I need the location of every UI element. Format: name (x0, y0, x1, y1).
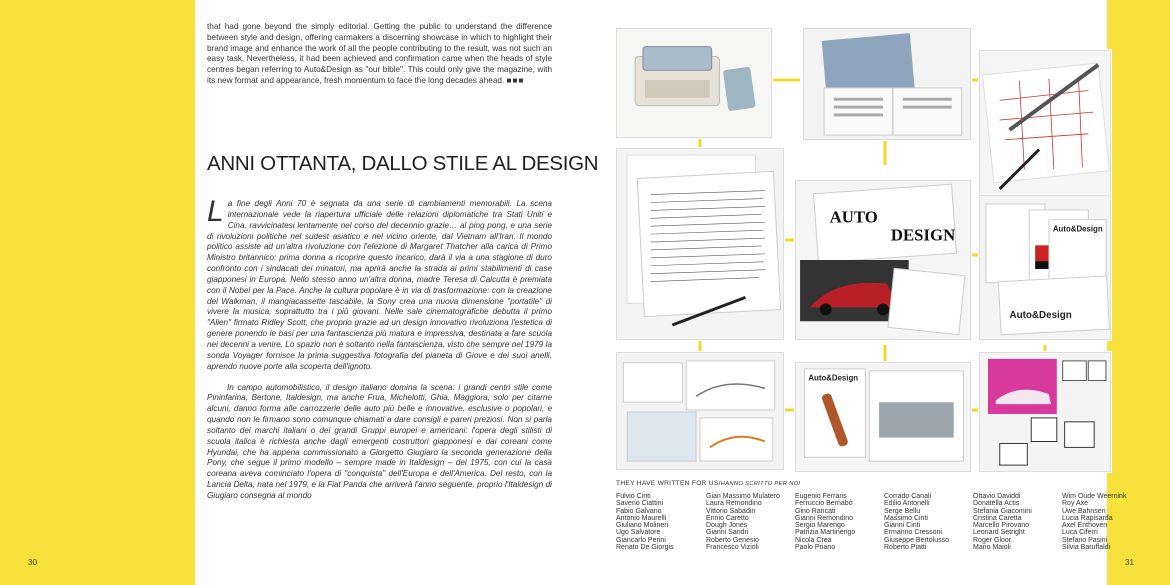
page-number-left: 30 (28, 558, 37, 567)
film-magazine-illustration (804, 29, 970, 139)
article-body (207, 195, 552, 512)
writer-name: Gianni Cinti (884, 522, 921, 530)
photo-logo-car (795, 180, 971, 340)
writer-name: Nicola Crea (795, 536, 832, 544)
car-sketches-illustration (617, 353, 783, 469)
writer-name: Wim Oude Weernink (1062, 493, 1127, 500)
writer-name: Silvia Baruffaldi (1062, 544, 1111, 552)
writer-name: Donatella Actis (973, 500, 1020, 508)
magazines-pen-illustration (796, 363, 970, 471)
writer-name: Antonio Maurelli (616, 514, 667, 522)
magazine-label-c: Auto&Design (808, 373, 859, 383)
writer-name: Luca Ciferri (1062, 529, 1098, 537)
writer-name: Patrizia Martinengo (795, 529, 856, 537)
writer-name: Stefano Pasini (1062, 536, 1108, 544)
writer-name: Mario Maioli (973, 544, 1011, 552)
writer-name: Laura Remondino (706, 500, 762, 508)
writer-name: Roy Axe (1062, 500, 1089, 508)
writers-column-5 (973, 493, 1032, 551)
writer-name: Gino Rancati (795, 507, 836, 515)
writer-name: Cristina Caretta (973, 514, 1022, 522)
writer-name: Ugo Salvatore (616, 529, 661, 537)
drop-cap: L (207, 195, 224, 228)
writer-name: Gianni Remondino (795, 514, 853, 522)
photo-magazine-covers (979, 195, 1111, 340)
writers-column-1 (616, 493, 674, 551)
cover-label-b: Auto&Design (1009, 310, 1072, 322)
photo-film-magazine (803, 28, 971, 140)
photo-magazines-pen (795, 362, 971, 472)
writers-header (616, 480, 800, 487)
magazine-covers-illustration (980, 196, 1110, 339)
writer-name: Roberto Piatti (884, 544, 927, 552)
photo-drafting-sketch (979, 50, 1111, 195)
page-number-right: 31 (1125, 558, 1134, 567)
writer-name: Roberto Genesio (706, 536, 759, 544)
writer-name: Axel Enthoven (1062, 522, 1108, 530)
photo-car-sketches (616, 352, 784, 470)
slides-illustration (980, 353, 1110, 471)
writers-header-italian: HANNO SCRITTO PER NOI (720, 481, 801, 487)
writer-name: Giancarlo Perini (616, 536, 666, 544)
writer-name: Stefania Giacomini (973, 507, 1032, 515)
writer-name: Edilio Antonelli (884, 500, 930, 508)
writer-name: Fabio Galvano (616, 507, 662, 515)
writers-column-3 (795, 493, 855, 551)
writer-name: Gianni Sandri (706, 529, 749, 537)
paragraph-2: In campo automobilistico, il design italiano domina la scena: i grandi centri stile come Pininfarina, Bertone, Italdesign, ma anche Frua, Michelotti, Ghia, Maggiora, solo per citarne alcuni, danno forma alle carrozzerie delle auto più belle e innovative, esclusive o popolari, e quando non le firmano sono comunque chiamati a dare consigli e pareri preziosi. Non si parla soltanto dei marchi italiani o dei grandi Gruppi europei e americani: l'opera degli stilisti di scuola italica è richiesta anche dagli emergenti costruttori giapponesi e dai coreani come Hyundai, che ha appena commissionato a Giorgetto Giugiaro la seconda generazione della Pony, che segue il primo modello – sempre made in Italdesign – del 1975, con cui la casa coreana aveva cominciato l'opera di "conquista" dell'Europa e dell'America. Del resto, con la Lancia Delta, nata nel 1979, e la Fiat Panda che arriverà l'anno seguente, proprio l'Italdesign di Giugiaro consegna al mondo (207, 382, 552, 500)
typewriter-illustration (617, 29, 771, 137)
writer-name: Eugenio Ferraris (795, 493, 847, 500)
writer-name: Serge Bellu (884, 507, 921, 515)
writer-name: Fulvio Cinti (616, 493, 651, 500)
writer-name: Uwe Bahnsen (1062, 507, 1106, 515)
writer-name: Massimo Cinti (884, 514, 928, 522)
yellow-margin-left (0, 0, 195, 585)
writer-name: Ottavio Daviddi (973, 493, 1021, 500)
manuscript-illustration (617, 149, 783, 339)
writer-name: Lucia Rapisarda (1062, 514, 1113, 522)
writer-name: Leonard Setright (973, 529, 1025, 537)
drafting-sketch-illustration (980, 51, 1110, 194)
writer-name: Corrado Canali (884, 493, 932, 500)
end-mark: ■■■ (506, 75, 525, 85)
writer-name: Ferruccio Bernabò (795, 500, 853, 508)
writer-name: Giuliano Molineri (616, 522, 669, 530)
photo-typewriter (616, 28, 772, 138)
photo-manuscript (616, 148, 784, 340)
writer-name: Vittorio Sabadin (706, 507, 756, 515)
paragraph-1 (207, 195, 552, 373)
intro-text: that had gone beyond the simply editorial. Getting the public to understand the difference between style and design, offering carmakers a discerning showcase in which to highlight their brand image and enhance the work of all the people contributing to the result, was not such an easy task. Nevertheless, it had been achieved and confirmation came when the heads of style centres began referring to Auto&Design as "our bible". This could only give the magazine, with its new format and appearance, fresh momentum to face the long decades ahead. (207, 22, 552, 85)
cover-label-a: Auto&Design (1052, 224, 1103, 234)
writers-header-english: THEY HAVE WRITTEN FOR US/ (616, 480, 721, 487)
writer-name: Giuseppe Bertolusso (884, 536, 949, 544)
section-title: ANNI OTTANTA, DALLO STILE AL DESIGN (207, 152, 599, 175)
writers-list (616, 493, 1127, 563)
writer-name: Gian Massimo Mulatero (706, 493, 780, 500)
writers-column-2 (706, 493, 780, 551)
paragraph-1-text: a fine degli Anni 70 è segnata da una serie di cambiamenti memorabili. La scena internazionale vede la riapertura ufficiale delle relazioni diplomatiche tra Stati Uniti e Cina, ravvicinatesi lentamente nel corso del decennio grazie… al ping pong, e una serie di rivoluzioni politiche nel sudest asiatico e nel vicino oriente, dal Vietnam all'Iran. Il mondo politico assiste ad un'altra rivoluzione con l'elezione di Margaret Thatcher alla carica di Primo Ministro britannico: prima donna a ricoprire questo incarico, darà il via a una stagione di duro confronto con i sindacati dei minatori, ma aprirà anche la strada ai primi stabilimenti di case giapponesi in Europa. Nello stesso anno un'altra donna, madre Teresa di Calcutta è premiata con il Nobel per la Pace. Anche la cultura popolare è in via di trasformazione: con la creazione del Walkman, il mangiacassette tascabile, la Sony crea una nuova dimensione "portatile" di vivere la musica, soprattutto tra i più giovani. Nelle sale cinematografiche debutta il primo "Alien" firmato Ridley Scott, che proprio grazie ad un design innovativo rivoluziona l'estetica di genere ponendo le basi per una fantascienza più matura e impressiva, destinata a fare scuola nei decenni a venire. Lo spazio non è soltanto nella fantascienza, visto che sempre nel 1979 la sonda Voyager fornisce la prima suggestiva fotografia del pianeta di Giove e dei suoi anelli, aprendo nuove porte alla scoperta dell'ignoto. (207, 199, 552, 371)
writer-name: Saverio Ciattini (616, 500, 664, 508)
logo-text-design: DESIGN (890, 225, 956, 245)
writer-name: Paolo Priano (795, 544, 836, 552)
writer-name: Roger Gloor (973, 536, 1012, 544)
photo-slides (979, 352, 1111, 472)
logo-car-illustration (796, 181, 970, 339)
writer-name: Marcello Pirovano (973, 522, 1030, 530)
writer-name: Francesco Vizioli (706, 544, 759, 552)
writers-column-4 (884, 493, 949, 551)
intro-paragraph (207, 22, 552, 87)
writer-name: Renato De Giorgis (616, 544, 674, 552)
writers-column-6 (1062, 493, 1126, 551)
writer-name: Ennio Caretto (706, 514, 749, 522)
logo-text-auto: AUTO (829, 207, 878, 227)
writer-name: Dough Jones (706, 522, 748, 530)
writer-name: Ermanno Cressoni (884, 529, 942, 537)
writer-name: Sergio Marengo (795, 522, 845, 530)
